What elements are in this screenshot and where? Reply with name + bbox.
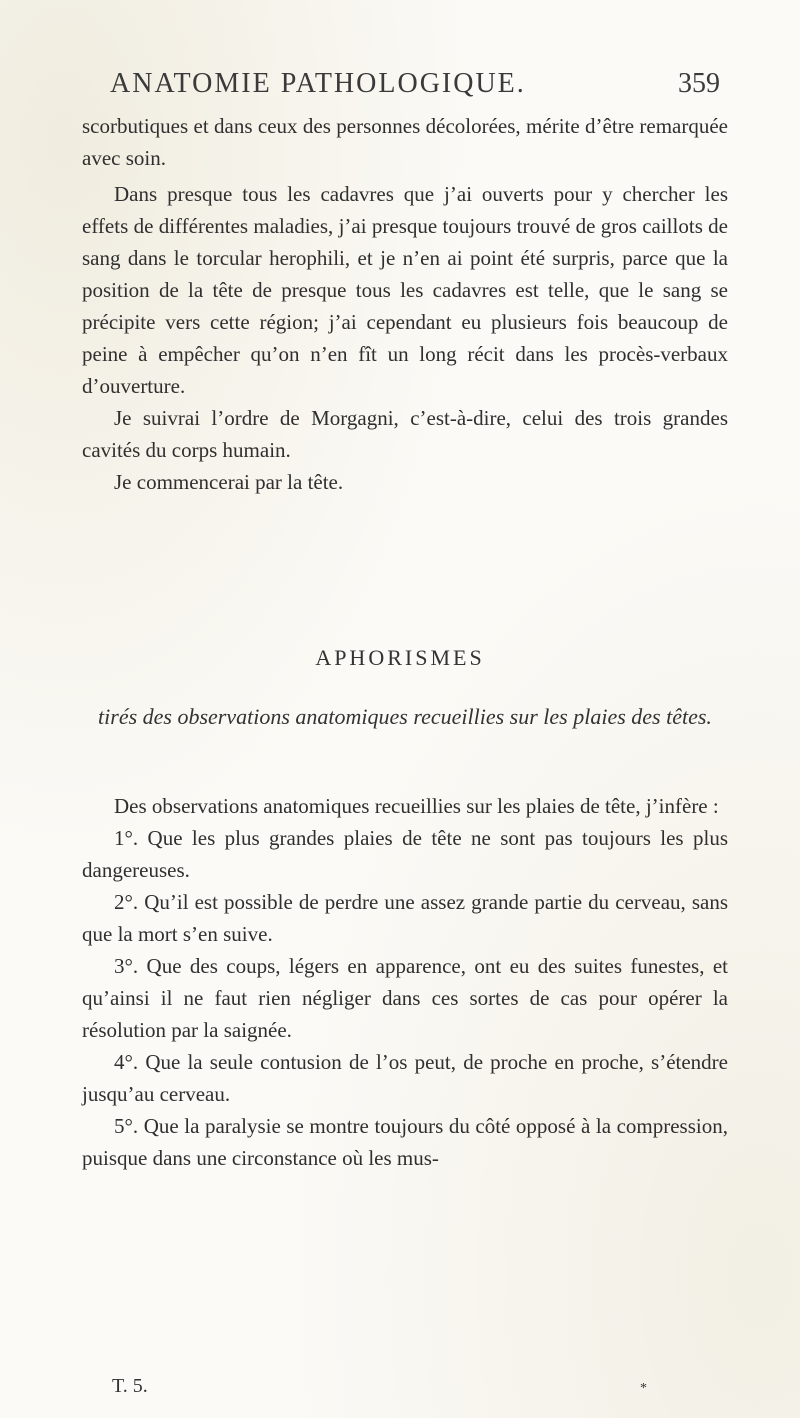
paragraph: Je commencerai par la tête. — [114, 470, 344, 494]
paragraph: Des observations anatomiques recueillies sur les plaies de tête, j’infère : — [114, 794, 719, 818]
aphorism-item: 2°. Qu’il est possible de perdre une assez grande partie du cerveau, sans que la mort s’en suive. — [82, 890, 728, 946]
running-title: ANATOMIE PATHOLOGIQUE. — [110, 68, 526, 99]
aphorism-item: 3°. Que des coups, légers en apparence, ont eu des suites funestes, et qu’ainsi il ne faut rien négliger dans ces sortes de cas pour opérer la résolution par la saignée. — [82, 954, 728, 1042]
paragraph: Je suivrai l’ordre de Morgagni, c’est-à-dire, celui des trois grandes cavités du corps humain. — [82, 406, 728, 462]
aphorism-item: 1°. Que les plus grandes plaies de tête ne sont pas toujours les plus dangereuses. — [82, 826, 728, 882]
section-subtitle: tirés des observations anatomiques recueillies sur les plaies des têtes. — [98, 704, 712, 729]
intro-text — [82, 178, 728, 498]
intro-continuation — [82, 110, 728, 174]
page-number: 359 — [678, 68, 720, 99]
paragraph: Dans presque tous les cadavres que j’ai ouverts pour y chercher les effets de différentes maladies, j’ai presque toujours trouvé de gros caillots de sang dans le torcular herophili, et je n’en ai point été surpris, parce que la position de la tête de presque tous les cadavres est telle, que le sang se précipite vers cette région; j’ai cependant eu plusieurs fois beaucoup de peine à empêcher qu’on n’en fît un long récit dans les procès-verbaux d’ouverture. — [82, 182, 728, 398]
signature-mark: T. 5. — [112, 1375, 148, 1397]
aphorisms-text — [82, 790, 728, 1174]
paragraph: scorbutiques et dans ceux des personnes décolorées, mérite d’être remarquée avec soin. — [82, 114, 728, 170]
section-heading: APHORISMES — [315, 645, 485, 670]
aphorism-item: 5°. Que la paralysie se montre toujours du côté opposé à la compression, puisque dans une circonstance où les mus- — [82, 1114, 728, 1170]
footer-asterisk: * — [640, 1381, 647, 1396]
aphorism-item: 4°. Que la seule contusion de l’os peut, de proche en proche, s’étendre jusqu’au cerveau. — [82, 1050, 728, 1106]
